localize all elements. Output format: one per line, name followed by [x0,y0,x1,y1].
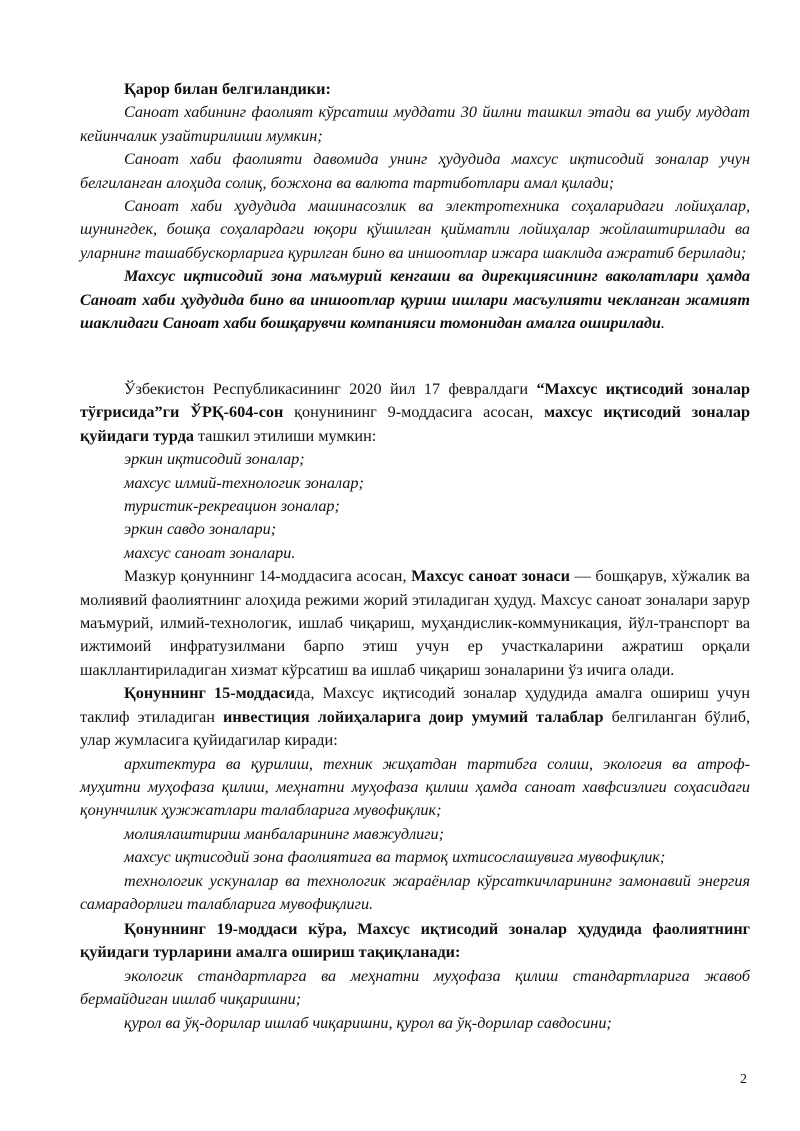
list-item: экологик стандартларга ва меҳнатни муҳофаза қилиш стандартларига жавоб бермайдиган ишлаб чиқаришни; [80,966,750,1009]
list-item: эркин савдо зоналари; [124,520,277,539]
section-prohibited-activities [80,918,750,1035]
page-number: 2 [740,1072,747,1087]
list-item: қурол ва ўқ-дорилар ишлаб чиқаришни, қурол ва ўқ-дорилар савдосини; [124,1013,612,1032]
paragraph-law-article-14: Мазкур қонуннинг 14-моддасига асосан, Махсус саноат зонаси — бошқарув, хўжалик ва молиявий фаолиятнинг алоҳида режими жорий этиладиган ҳудуд. Махсус саноат зоналари зарур маъмурий, илмий-технологик, ишлаб чиқариш, муҳандислик-коммуникация, йўл-транспорт ва ижтимоий инфратузилмани барпо этиш учун ер участкаларини ажратиш орқали шакллантириладиган хизмат кўрсатиш ва ишлаб чиқариш зоналарини ўз ичига олади. [80,567,750,679]
section-decree-provisions [80,78,750,335]
list-item: архитектура ва қурилиш, техник жиҳатдан тартибга солиш, экология ва атроф-муҳитни муҳофаза қилиш, меҳнатни муҳофаза қилиш ҳамда саноат хавфсизлиги соҳасидаги қонунчилик ҳужжатлари талабларига мувофиқлик; [80,754,750,820]
paragraph-hub-term: Саноат хабининг фаолият кўрсатиш муддати 30 йилни ташкил этади ва ушбу муддат кейинчалик узайтирилиши мумкин; [80,103,750,145]
list-item: махсус илмий-технологик зоналар; [124,473,364,492]
list-item: эркин иқтисодий зоналар; [124,450,305,469]
list-item: махсус саноат зоналари. [124,543,296,562]
list-item: молиялаштириш манбаларининг мавжудлиги; [124,824,445,843]
list-item: махсус иқтисодий зона фаолиятига ва тармоқ ихтисослашувига мувофиқлик; [124,848,666,867]
paragraph-hub-regimes: Саноат хаби фаолияти давомида унинг ҳудудида махсус иқтисодий зоналар учун белгиланган алоҳида солиқ, божхона ва валюта тартиботлари амал қилади; [80,150,750,192]
list-item: туристик-рекреацион зоналар; [124,497,340,516]
section-heading: Қарор билан белгиландики: [124,80,331,98]
paragraph-hub-management: Махсус иқтисодий зона маъмурий кенгаши ва дирекциясининг ваколатлари ҳамда Саноат хаби ҳудудида бино ва иншоотлар қуриш ишлари масъулияти чекланган жамият шаклидаги Саноат хаби бошқарувчи компанияси томонидан амалга оширилади. [80,267,750,333]
paragraph-hub-projects: Саноат хаби ҳудудида машинасозлик ва электротехника соҳаларидаги лойиҳалар, шунингдек, бошқа соҳалардаги юқори қўшилган қийматли лойиҳалар жойлаштирилади ва уларнинг ташаббускорларига қурилган бино ва иншоотлар ижара шаклида ажратиб берилади; [80,197,750,262]
paragraph-law-article-15: Қонуннинг 15-моддасида, Махсус иқтисодий зоналар ҳудудида амалга ошириш учун таклиф этиладиган инвестиция лойиҳаларига доир умумий талаблар белгиланган бўлиб, улар жумласига қуйидагилар киради: [80,684,751,750]
paragraph-law-article-9: Ўзбекистон Республикасининг 2020 йил 17 февралдаги “Махсус иқтисодий зоналар тўғрисида”ги ЎРҚ-604-сон қонунининг 9-моддасига асосан, махсус иқтисодий зоналар қуйидаги турда ташкил этилиши мумкин: [80,380,751,445]
list-item: технологик ускуналар ва технологик жараёнлар кўрсаткичларининг замонавий энергия самарадорлиги талабларига мувофиқлиги. [80,871,750,913]
section-sez-types [80,378,750,916]
section-heading: Қонуннинг 19-моддаси кўра, Махсус иқтисодий зоналар ҳудудида фаолиятнинг қуйидаги турларини амалга ошириш тақиқланади: [80,920,750,962]
